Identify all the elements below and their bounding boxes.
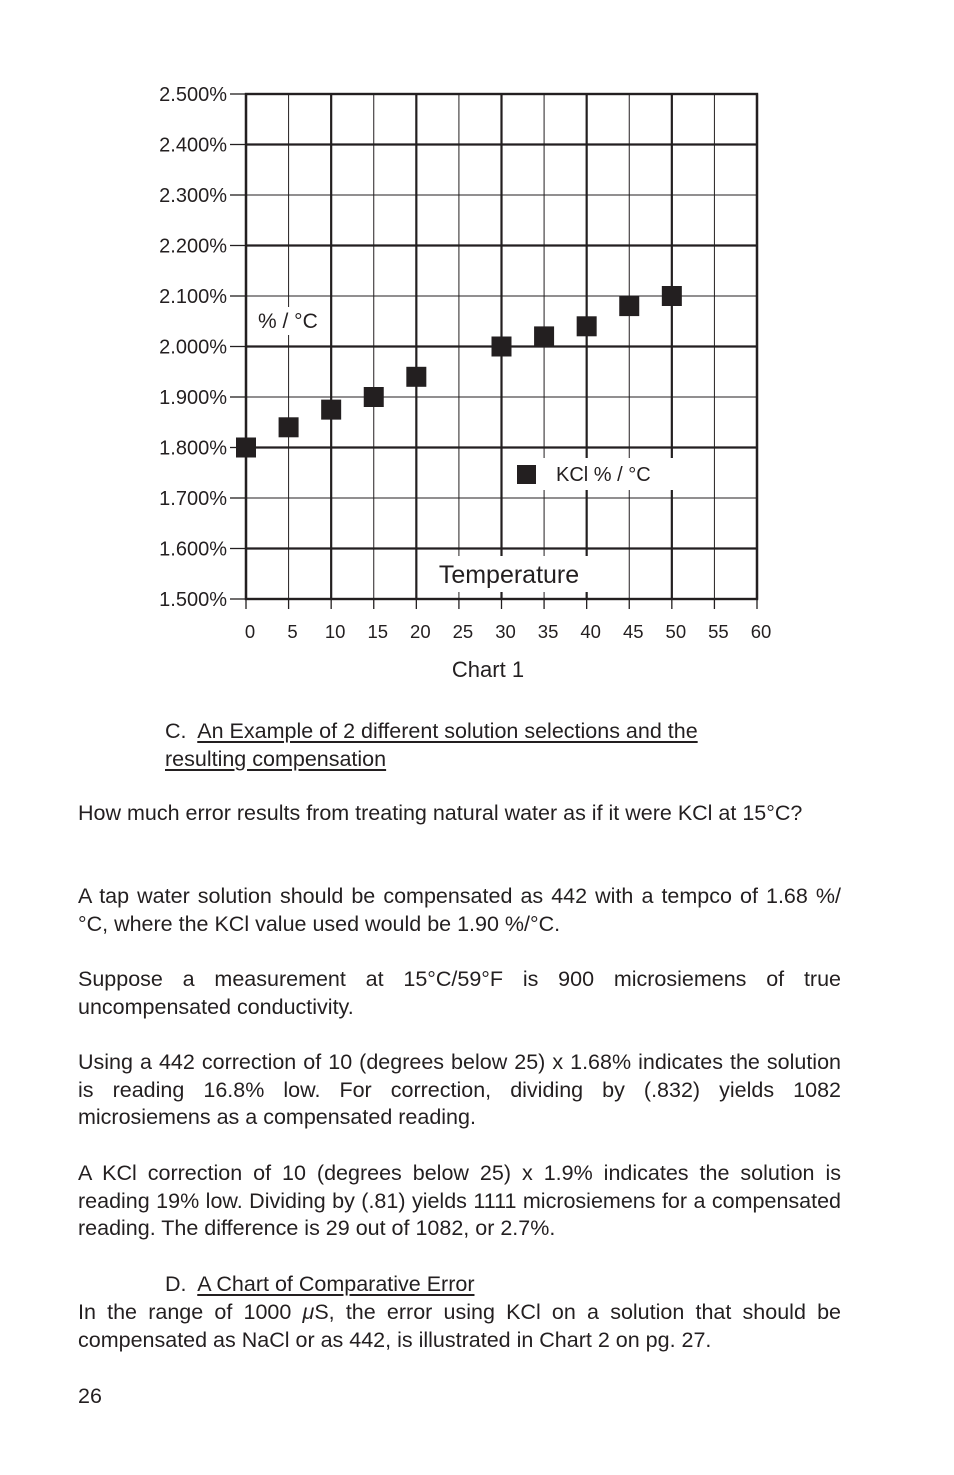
data-point-20 (406, 367, 426, 387)
paragraph-3: Suppose a measurement at 15°C/59°F is 900 microsiemens of true uncompensated conductivity. (78, 967, 841, 1019)
y-tick-label-1.900%: 1.900% (159, 387, 227, 409)
legend-marker (517, 465, 536, 484)
data-point-40 (577, 316, 597, 336)
y-tick-label-2.300%: 2.300% (159, 185, 227, 207)
x-tick-label-20: 20 (410, 621, 431, 642)
x-tick-label-40: 40 (580, 621, 601, 642)
section-c-marker: C. (165, 719, 187, 743)
x-tick-label-5: 5 (287, 621, 298, 642)
x-tick-label-30: 30 (495, 621, 516, 642)
section-d-heading (165, 1271, 474, 1299)
x-tick-label-50: 50 (665, 621, 687, 642)
data-point-5 (279, 417, 299, 437)
y-tick-label-2.200%: 2.200% (159, 235, 227, 258)
mu-symbol: μ (302, 1300, 315, 1324)
x-tick-label-25: 25 (452, 621, 474, 642)
data-point-15 (364, 387, 384, 407)
y-tick-label-1.600%: 1.600% (159, 538, 227, 561)
data-point-45 (619, 296, 639, 316)
x-tick-label-35: 35 (537, 621, 559, 642)
y-tick-label-2.000%: 2.000% (159, 336, 227, 359)
chart-1 (0, 0, 954, 700)
section-d-title: A Chart of Comparative Error (197, 1272, 475, 1296)
y-tick-label-2.500%: 2.500% (159, 84, 227, 106)
section-d-body-post: S, the error using KCl on a solution that should be compensated as NaCl or as 442, is illustrated in Chart 2 on pg. 27. (78, 1300, 842, 1352)
data-point-0 (236, 438, 256, 458)
y-tick-label-1.800%: 1.800% (159, 437, 227, 460)
section-c-title-line2: resulting compensation (165, 747, 387, 771)
y-axis-label: % / °C (258, 310, 318, 333)
paragraph-2: A tap water solution should be compensated as 442 with a tempco of 1.68 %/°C, where the KCl value used would be 1.90 %/°C. (78, 884, 841, 936)
data-point-30 (492, 337, 512, 357)
y-tick-label-1.500%: 1.500% (159, 589, 227, 611)
section-d-marker: D. (165, 1272, 187, 1296)
y-tick-label-2.100%: 2.100% (159, 286, 227, 308)
legend-label: KCl % / °C (556, 464, 651, 486)
chart-title: Chart 1 (451, 657, 525, 682)
paragraph-4: Using a 442 correction of 10 (degrees below 25) x 1.68% indicates the solution is reading 16.8% low. For correction, dividing by (.832) yields 1082 microsiemens as a compensated reading. (78, 1050, 841, 1129)
x-tick-label-0: 0 (244, 621, 256, 642)
y-tick-label-2.400%: 2.400% (159, 134, 227, 157)
data-point-10 (321, 400, 341, 420)
section-d-body-pre: In the range of 1000 (78, 1300, 303, 1324)
section-c-title-line1: An Example of 2 different solution selections and the (197, 719, 698, 743)
x-tick-label-10: 10 (324, 621, 346, 642)
data-point-35 (534, 326, 554, 346)
x-tick-label-60: 60 (750, 621, 772, 642)
paragraph-1: How much error results from treating natural water as if it were KCl at 15°C? (78, 801, 803, 825)
chart-labels (159, 84, 771, 682)
x-tick-label-45: 45 (622, 621, 644, 642)
x-tick-label-55: 55 (708, 621, 729, 642)
y-tick-label-1.700%: 1.700% (159, 488, 227, 510)
paragraph-5: A KCl correction of 10 (degrees below 25) x 1.9% indicates the solution is reading 19% low. Dividing by (.81) yields 1111 microsiemens for a compensated reading. The difference is 29 out of 1082, or 2.7%. (78, 1161, 841, 1240)
data-point-50 (662, 286, 682, 306)
section-d-body (78, 1299, 841, 1354)
x-axis-label: Temperature (438, 561, 580, 589)
page-number: 26 (78, 1384, 102, 1408)
x-tick-label-15: 15 (367, 621, 389, 642)
section-c-heading (165, 717, 698, 773)
